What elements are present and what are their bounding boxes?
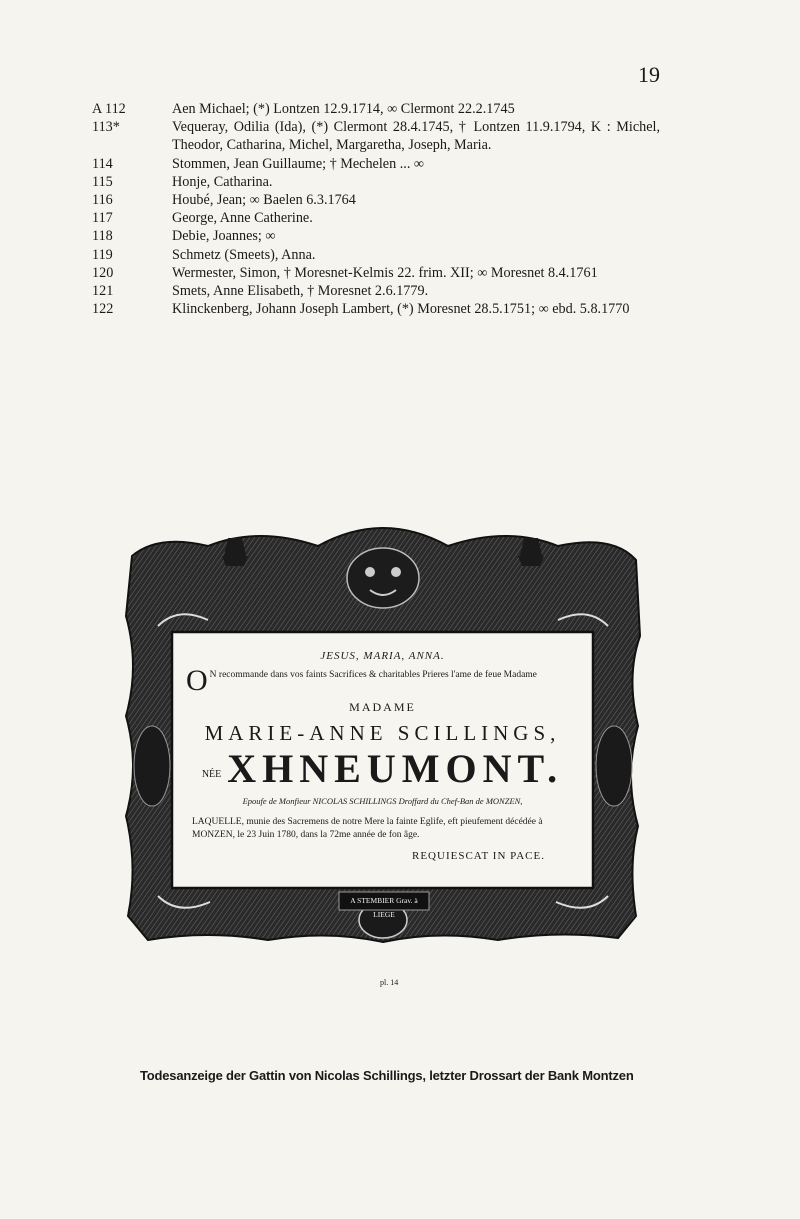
- entry-number: 121: [92, 283, 114, 300]
- lead-paragraph: [186, 664, 579, 697]
- entry-row: [92, 100, 660, 118]
- entry-text: Stommen, Jean Guillaume; † Mechelen ... ∞: [172, 155, 425, 172]
- entry-number: 116: [92, 192, 113, 209]
- lead-text: N recommande dans vos faints Sacrifices & charitables Prieres l'ame de feue Madame: [209, 670, 537, 680]
- engraver-signature: A STEMBIER Grav. à LIEGE: [350, 896, 418, 919]
- entry-text: Vequeray, Odilia (Ida), (*) Clermont 28.4.1745, † Lontzen 11.9.1794, K : Michel, Theodor, Catharina, Michel, Margaretha, Joseph, Maria.: [172, 119, 660, 154]
- entry-row: [92, 227, 660, 245]
- entry-text: Debie, Joannes; ∞: [172, 228, 276, 245]
- entry-text: Houbé, Jean; ∞ Baelen 6.3.1764: [172, 192, 356, 209]
- drop-cap: O: [186, 664, 208, 697]
- entry-number: 122: [92, 301, 114, 318]
- nee-label: NÉE: [201, 769, 222, 780]
- maiden-name-row: [176, 748, 589, 790]
- title-madame: MADAME: [349, 700, 416, 714]
- entry-number: 117: [92, 210, 113, 227]
- entry-row: [92, 264, 660, 282]
- entry-row: [92, 282, 660, 300]
- entry-number: 120: [92, 264, 114, 281]
- entry-row: [92, 155, 660, 173]
- notice-text-panel: [176, 636, 589, 884]
- deceased-name: MARIE-ANNE SCILLINGS,: [204, 721, 561, 745]
- entry-row: [92, 173, 660, 191]
- entry-number: 113*: [92, 119, 120, 136]
- entry-text: Honje, Catharina.: [172, 173, 273, 190]
- spouse-line: Epoufe de Monfieur NICOLAS SCHILLINGS Droffard du Chef-Ban de MONZEN,: [242, 796, 523, 806]
- entry-row: [92, 118, 660, 154]
- plate-label: pl. 14: [380, 978, 399, 987]
- entry-text: Klinckenberg, Johann Joseph Lambert, (*) Moresnet 28.5.1751; ∞ ebd. 5.8.1770: [172, 301, 630, 318]
- genealogy-entries: [92, 100, 660, 318]
- entry-row: [92, 209, 660, 227]
- entry-number: 114: [92, 155, 113, 172]
- entry-text: George, Anne Catherine.: [172, 210, 313, 227]
- entry-text: Aen Michael; (*) Lontzen 12.9.1714, ∞ Clermont 22.2.1745: [172, 101, 515, 117]
- entry-number: 118: [92, 228, 113, 245]
- entry-number: 115: [92, 173, 113, 190]
- entry-text: Smets, Anne Elisabeth, † Moresnet 2.6.1779.: [172, 283, 429, 300]
- figure-caption: Todesanzeige der Gattin von Nicolas Schillings, letzter Drossart der Bank Montzen: [140, 1068, 634, 1083]
- requiescat-line: REQUIESCAT IN PACE.: [412, 850, 545, 862]
- entry-row: [92, 191, 660, 209]
- entry-row: [92, 246, 660, 264]
- entry-text: Schmetz (Smeets), Anna.: [172, 246, 316, 263]
- death-notice-engraving: [118, 516, 648, 956]
- entry-row: [92, 300, 660, 318]
- entry-text: Wermester, Simon, † Moresnet-Kelmis 22. frim. XII; ∞ Moresnet 8.4.1761: [172, 264, 598, 281]
- page-number: 19: [638, 62, 660, 87]
- invocation-line: JESUS, MARIA, ANNA.: [320, 650, 445, 662]
- maiden-name: XHNEUMONT.: [227, 746, 564, 791]
- death-statement: LAQUELLE, munie des Sacremens de notre Mere la fainte Eglife, eft pieufement décédée à MONZEN, le 23 Juin 1780, dans la 72me année de fon âge.: [192, 817, 543, 840]
- entry-number: 119: [92, 246, 113, 263]
- entry-number: A 112: [92, 101, 126, 117]
